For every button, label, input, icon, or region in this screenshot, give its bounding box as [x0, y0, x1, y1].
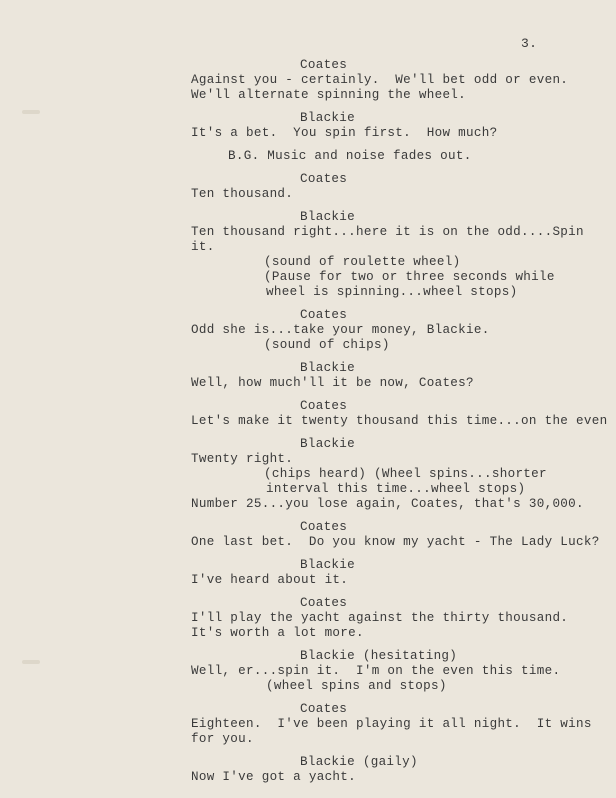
dialogue-line: I've heard about it. — [191, 573, 349, 587]
speaker-name: Blackie (hesitating) — [300, 649, 458, 663]
stage-direction: B.G. Music and noise fades out. — [228, 149, 472, 163]
dialogue-line: Well, er...spin it. I'm on the even this time. — [191, 664, 561, 678]
stage-direction: (chips heard) (Wheel spins...shorter — [264, 467, 547, 481]
dialogue-line: Number 25...you lose again, Coates, that's 30,000. — [191, 497, 584, 511]
dialogue-line: I'll play the yacht against the thirty thousand. — [191, 611, 569, 625]
speaker-name: Blackie — [300, 437, 356, 451]
dialogue-line: Let's make it twenty thousand this time...on the even — [191, 414, 608, 428]
dialogue-line: Well, how much'll it be now, Coates? — [191, 376, 474, 390]
dialogue-line: We'll alternate spinning the wheel. — [191, 88, 467, 102]
stage-direction: (sound of roulette wheel) — [264, 255, 461, 269]
stage-direction: (Pause for two or three seconds while — [264, 270, 555, 284]
dialogue-line: It's worth a lot more. — [191, 626, 364, 640]
speaker-name: Blackie — [300, 210, 356, 224]
stage-direction: (sound of chips) — [264, 338, 390, 352]
speaker-name: Coates — [300, 520, 348, 534]
speaker-name: Coates — [300, 596, 348, 610]
dialogue-line: It's a bet. You spin first. How much? — [191, 126, 498, 140]
speaker-name: Blackie (gaily) — [300, 755, 418, 769]
dialogue-line: Ten thousand right...here it is on the odd....Spin — [191, 225, 584, 239]
dialogue-line: Odd she is...take your money, Blackie. — [191, 323, 490, 337]
dialogue-line: Eighteen. I've been playing it all night. It wins — [191, 717, 592, 731]
dialogue-line: One last bet. Do you know my yacht - The Lady Luck? — [191, 535, 600, 549]
stage-direction: interval this time...wheel stops) — [266, 482, 526, 496]
stage-direction: (wheel spins and stops) — [266, 679, 447, 693]
speaker-name: Coates — [300, 702, 348, 716]
speaker-name: Blackie — [300, 558, 356, 572]
page-number: 3. — [521, 36, 538, 51]
speaker-name: Blackie — [300, 361, 356, 375]
speaker-name: Blackie — [300, 111, 356, 125]
punch-hole-mark — [22, 110, 40, 114]
dialogue-line: Now I've got a yacht. — [191, 770, 357, 784]
stage-direction: wheel is spinning...wheel stops) — [266, 285, 518, 299]
speaker-name: Coates — [300, 399, 348, 413]
dialogue-line: for you. — [191, 732, 254, 746]
dialogue-line: it. — [191, 240, 215, 254]
dialogue-line: Against you - certainly. We'll bet odd or even. — [191, 73, 569, 87]
punch-hole-mark — [22, 660, 40, 664]
speaker-name: Coates — [300, 172, 348, 186]
dialogue-line: Ten thousand. — [191, 187, 294, 201]
speaker-name: Coates — [300, 58, 348, 72]
dialogue-line: Twenty right. — [191, 452, 294, 466]
speaker-name: Coates — [300, 308, 348, 322]
